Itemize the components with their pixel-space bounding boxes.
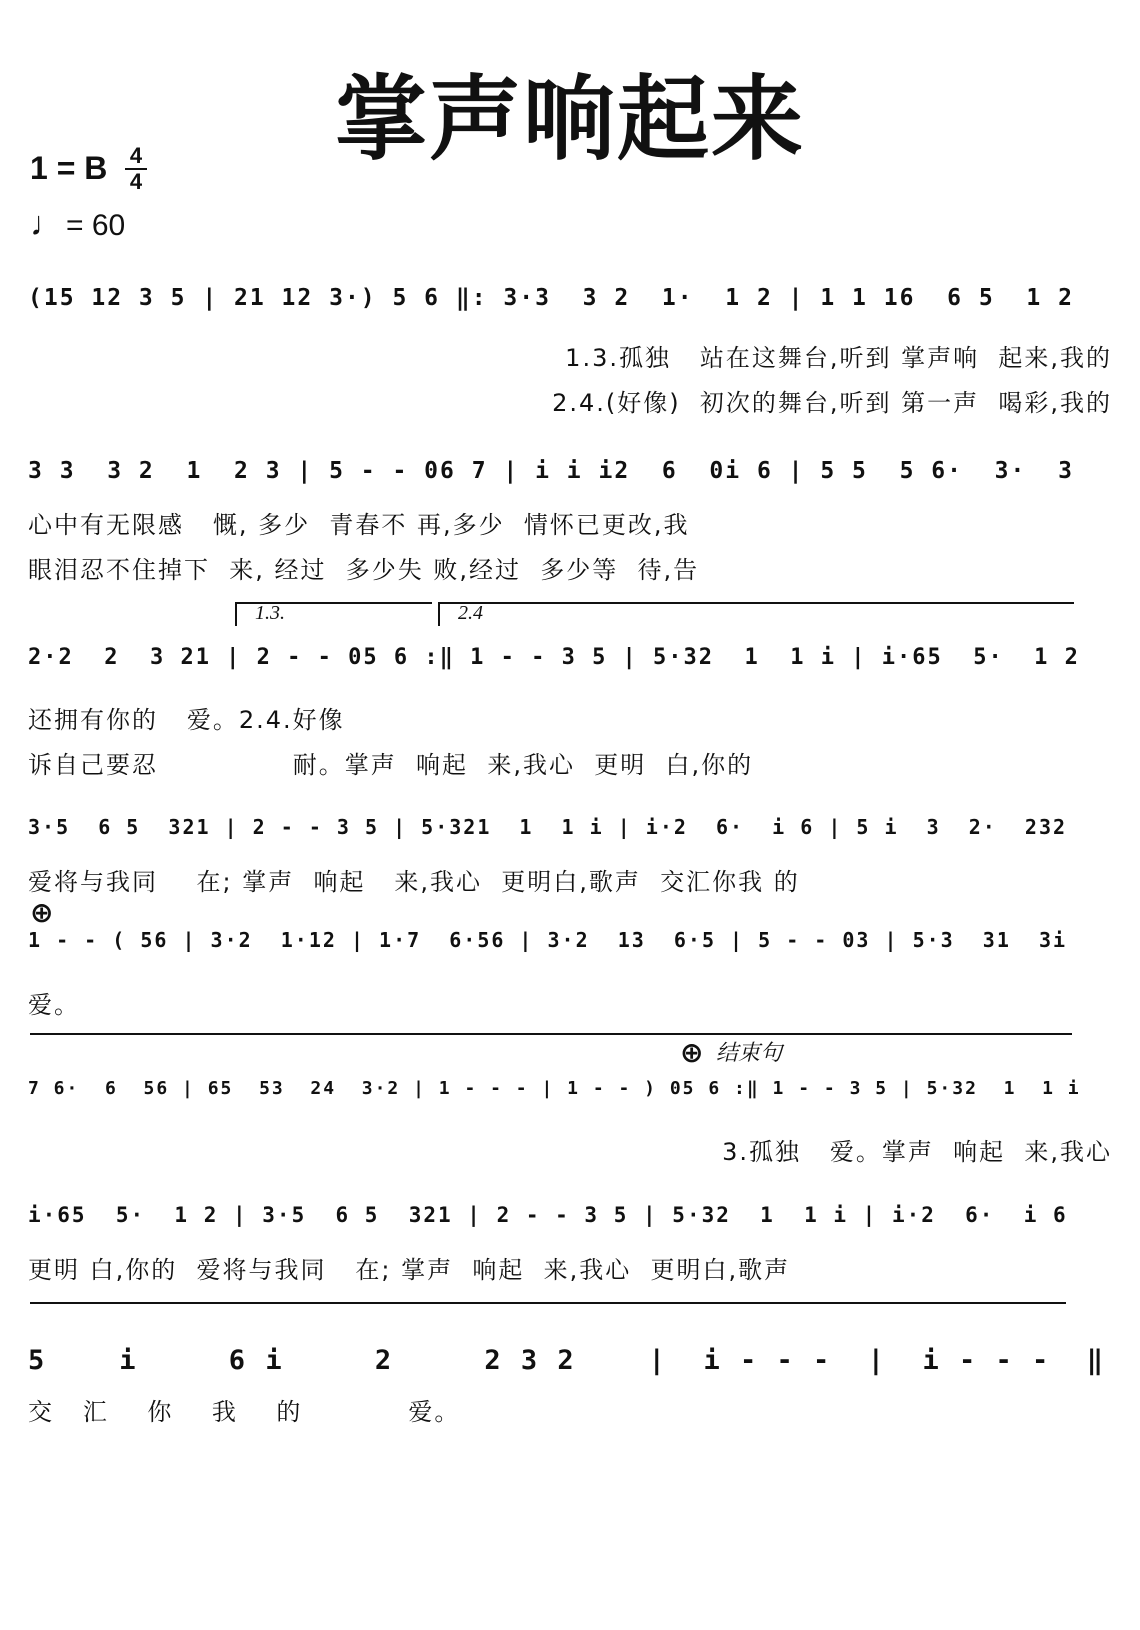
lyrics-line-3a: 还拥有你的 爱。2.4.好像 <box>28 706 345 734</box>
lyrics-line-1b: 2.4.(好像) 初次的舞台,听到 第一声 喝彩,我的 <box>552 389 1112 417</box>
lyrics-line-6: 3.孤独 爱。掌声 响起 来,我心 <box>722 1138 1112 1166</box>
notation-line: 3 3 3 2 1 2 3 | 5 - - 06 7 | i i i2 6 0i 6 | 5 5 5 6· 3· 3 <box>28 458 1074 484</box>
music-line-3 <box>28 645 1112 695</box>
music-line-4 <box>28 815 1112 865</box>
lyrics-line-1a: 1.3.孤独 站在这舞台,听到 掌声响 起来,我的 <box>565 344 1112 372</box>
final-phrase-bracket <box>30 1302 1066 1304</box>
tempo-marking <box>30 205 125 244</box>
music-line-8 <box>28 1345 1112 1395</box>
song-title: 掌声响起来 <box>334 66 805 173</box>
music-line-1 <box>28 285 1112 335</box>
volta-label: 2.4 <box>458 602 483 624</box>
notation-line: 2·2 2 3 21 | 2 - - 05 6 :‖ 1 - - 3 5 | 5·32 1 1 i | i·65 5· 1 2 <box>28 645 1080 670</box>
time-signature-bottom: 4 <box>129 169 143 194</box>
volta-bracket-first <box>235 602 432 626</box>
notation-line: 3·5 6 5 321 | 2 - - 3 5 | 5·321 1 1 i | i·2 6· i 6 | 5 i 3 2· 232 <box>28 815 1068 839</box>
lyrics-line-4: 爱将与我同 在; 掌声 响起 来,我心 更明白,歌声 交汇你我 的 <box>28 868 800 896</box>
lyrics-line-8: 交 汇 你 我 的 爱。 <box>28 1398 461 1426</box>
volta-bracket-second <box>438 602 1074 626</box>
lyrics-line-7: 更明 白,你的 爱将与我同 在; 掌声 响起 来,我心 更明白,歌声 <box>28 1256 791 1284</box>
music-line-7 <box>28 1203 1112 1253</box>
coda-sign-icon: ⊕ <box>680 1036 704 1069</box>
lyrics-line-3b: 诉自己要忍 耐。掌声 响起 来,我心 更明 白,你的 <box>28 751 754 779</box>
notation-line: 1 - - ( 56 | 3·2 1·12 | 1·7 6·56 | 3·2 13 6·5 | 5 - - 03 | 5·3 31 3i <box>28 928 1068 952</box>
key-signature: 1 = B <box>30 150 108 186</box>
notation-line: (15 12 3 5 | 21 12 3·) 5 6 ‖: 3·3 3 2 1· 1 2 | 1 1 16 6 5 1 2 <box>28 285 1074 311</box>
quarter-note-icon: ♩ <box>30 205 64 243</box>
lyrics-line-2b: 眼泪忍不住掉下 来, 经过 多少失 败,经过 多少等 待,告 <box>28 556 700 584</box>
lyrics-line-5: 爱。 <box>28 991 80 1019</box>
lyrics-line-2a: 心中有无限感 慨, 多少 青春不 再,多少 情怀已更改,我 <box>28 511 690 539</box>
music-line-6 <box>28 1078 1112 1128</box>
time-signature <box>123 144 149 194</box>
coda-sign-icon: ⊕ <box>30 896 54 929</box>
tempo-value: = 60 <box>66 209 126 242</box>
volta-label: 1.3. <box>255 602 285 624</box>
section-rule <box>30 1033 1072 1035</box>
notation-line: 7 6· 6 56 | 65 53 24 3·2 | 1 - - - | 1 - - ) 05 6 :‖ 1 - - 3 5 | 5·32 1 1 i <box>28 1078 1081 1099</box>
music-line-5 <box>28 928 1112 978</box>
notation-line: i·65 5· 1 2 | 3·5 6 5 321 | 2 - - 3 5 | 5·32 1 1 i | i·2 6· i 6 <box>28 1203 1068 1227</box>
music-line-2 <box>28 458 1112 508</box>
time-signature-top: 4 <box>129 143 143 168</box>
coda-label: 结束句 <box>716 1040 783 1065</box>
notation-line: 5 i 6 i 2 2 3 2 | i - - - | i - - - ‖ <box>28 1345 1106 1376</box>
